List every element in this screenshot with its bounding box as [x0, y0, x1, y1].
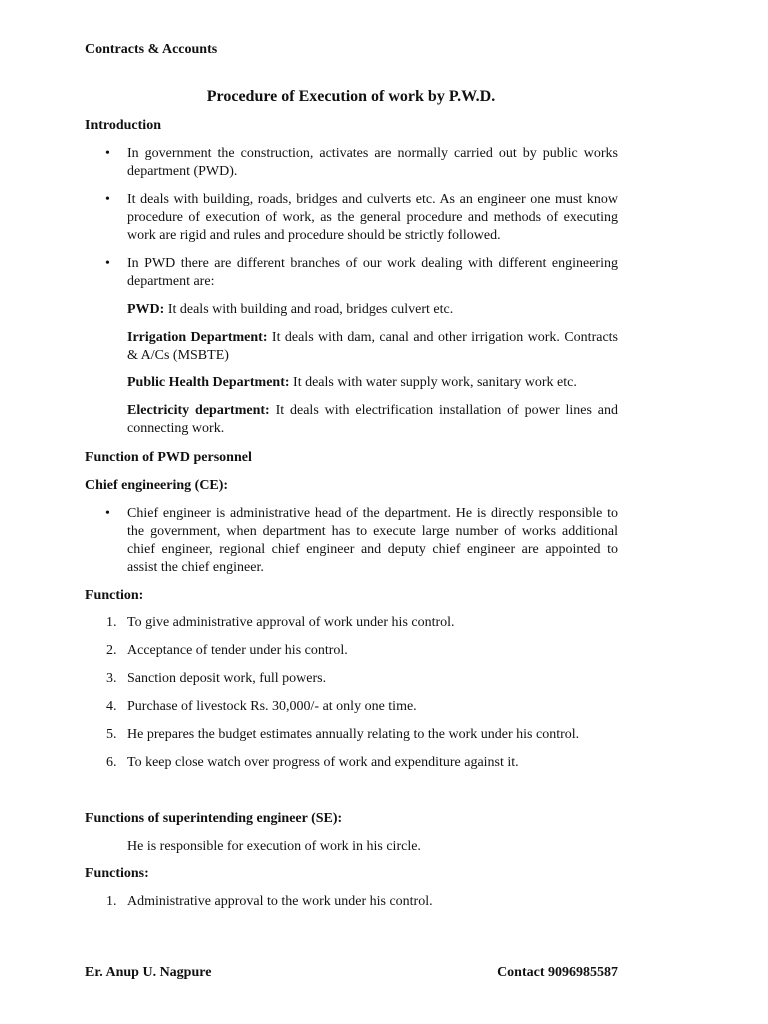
se-description: He is responsible for execution of work in his circle. — [127, 839, 421, 854]
se-function-item: Administrative approval to the work under his control. — [127, 894, 433, 909]
function-heading: Function: — [85, 588, 144, 603]
function-item: Purchase of livestock Rs. 30,000/- at only one time. — [127, 699, 417, 714]
department-text: It deals with building and road, bridges culvert etc. — [164, 302, 454, 317]
department-name: Electricity department: — [127, 403, 270, 418]
department-name: PWD: — [127, 302, 165, 317]
list-number: 5. — [106, 727, 117, 742]
list-number: 3. — [106, 671, 117, 686]
list-number: 1. — [106, 615, 117, 630]
department-name: Public Health Department: — [127, 375, 290, 390]
bullet-marker: • — [105, 506, 110, 521]
introduction-heading: Introduction — [85, 118, 161, 133]
function-item: Sanction deposit work, full powers. — [127, 671, 327, 686]
se-heading: Functions of superintending engineer (SE): — [85, 811, 343, 826]
list-number: 1. — [106, 894, 117, 909]
intro-bullet-2: It deals with building, roads, bridges and culverts etc. As an engineer one must know procedure of execution of work, as the general procedure and methods of executing work are rigid and rules and procedure should be strictly followed. — [127, 192, 618, 243]
bullet-marker: • — [105, 146, 110, 161]
ce-heading: Chief engineering (CE): — [85, 478, 229, 493]
intro-bullet-1: In government the construction, activates are normally carried out by public works department (PWD). — [127, 146, 618, 179]
se-functions-heading: Functions: — [85, 866, 149, 881]
department-electricity — [127, 402, 618, 438]
list-number: 4. — [106, 699, 117, 714]
department-name: Irrigation Department: — [127, 330, 268, 345]
bullet-marker: • — [105, 256, 110, 271]
intro-bullet-3: In PWD there are different branches of our work dealing with different engineering department are: — [127, 256, 618, 289]
page-title: Procedure of Execution of work by P.W.D. — [206, 88, 496, 105]
department-text: It deals with dam, canal and other irrigation work. Contracts & A/Cs (MSBTE) — [127, 330, 618, 363]
department-text: It deals with electrification installation of power lines and connecting work. — [127, 403, 618, 436]
function-item: Acceptance of tender under his control. — [127, 643, 348, 658]
footer-author: Er. Anup U. Nagpure — [85, 965, 212, 980]
department-pwd — [127, 301, 618, 319]
footer-contact: Contact 9096985587 — [497, 965, 618, 980]
ce-description: Chief engineer is administrative head of the department. He is directly responsible to the government, when department has to execute large number of works additional chief engineer, regional chief engineer and deputy chief engineer are appointed to assist the chief engineer. — [127, 506, 618, 575]
department-irrigation — [127, 329, 618, 365]
bullet-marker: • — [105, 192, 110, 207]
list-number: 6. — [106, 755, 117, 770]
function-item: To give administrative approval of work under his control. — [127, 615, 455, 630]
pwd-personnel-heading: Function of PWD personnel — [85, 450, 252, 465]
function-item: He prepares the budget estimates annually relating to the work under his control. — [127, 727, 580, 742]
function-item: To keep close watch over progress of work and expenditure against it. — [127, 755, 519, 770]
list-number: 2. — [106, 643, 117, 658]
department-text: It deals with water supply work, sanitary work etc. — [289, 375, 577, 390]
department-public-health — [127, 374, 618, 392]
header-course: Contracts & Accounts — [85, 42, 218, 57]
